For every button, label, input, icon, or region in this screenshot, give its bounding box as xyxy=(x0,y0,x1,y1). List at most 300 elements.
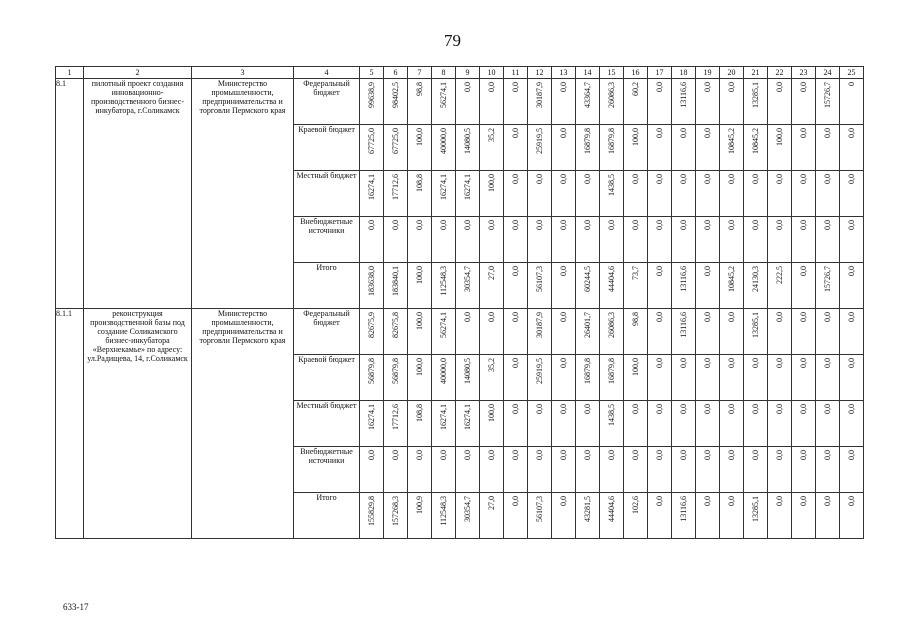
value-cell xyxy=(648,355,672,401)
funding-source: Внебюджетные источники xyxy=(294,217,360,263)
value-cell xyxy=(504,447,528,493)
column-number: 14 xyxy=(576,67,600,79)
value-cell xyxy=(480,401,504,447)
value-cell xyxy=(360,171,384,217)
value-cell xyxy=(480,171,504,217)
item-code: 8.1 xyxy=(56,79,84,309)
value-text: 0,0 xyxy=(559,82,568,92)
value-text: 43281,5 xyxy=(583,496,592,522)
value-text: 13285,1 xyxy=(751,312,760,338)
value-cell xyxy=(528,309,552,355)
value-text: 0,0 xyxy=(367,220,376,230)
value-cell xyxy=(480,447,504,493)
value-text: 0,0 xyxy=(823,358,832,368)
value-cell xyxy=(696,263,720,309)
column-number: 4 xyxy=(294,67,360,79)
value-text: 98,8 xyxy=(415,82,424,96)
value-cell xyxy=(816,171,840,217)
value-cell xyxy=(816,355,840,401)
value-text: 0,0 xyxy=(487,220,496,230)
value-text: 0,0 xyxy=(583,174,592,184)
value-cell xyxy=(480,355,504,401)
value-cell xyxy=(672,171,696,217)
value-text: 0,0 xyxy=(727,174,736,184)
value-text: 0,0 xyxy=(679,174,688,184)
value-cell xyxy=(744,309,768,355)
value-text: 0,0 xyxy=(775,404,784,414)
value-text: 44404,6 xyxy=(607,266,616,292)
value-text: 0,0 xyxy=(391,220,400,230)
column-number: 1 xyxy=(56,67,84,79)
value-cell xyxy=(744,79,768,125)
value-cell xyxy=(768,171,792,217)
value-text: 100,0 xyxy=(487,404,496,422)
value-text: 0,0 xyxy=(799,174,808,184)
value-text: 0,0 xyxy=(847,312,856,322)
value-text: 0,0 xyxy=(535,174,544,184)
value-text: 0,0 xyxy=(823,128,832,138)
value-text: 102,6 xyxy=(631,496,640,514)
value-text: 0,0 xyxy=(439,220,448,230)
column-number: 22 xyxy=(768,67,792,79)
value-cell xyxy=(360,309,384,355)
value-text: 0,0 xyxy=(703,404,712,414)
value-cell xyxy=(840,217,864,263)
value-text: 0,0 xyxy=(703,128,712,138)
value-text: 56879,8 xyxy=(367,358,376,384)
value-text: 0,0 xyxy=(847,496,856,506)
value-cell xyxy=(744,125,768,171)
value-text: 13116,6 xyxy=(679,82,688,108)
value-text: 108,8 xyxy=(415,174,424,192)
value-cell xyxy=(600,263,624,309)
value-cell xyxy=(432,125,456,171)
value-text: 0,0 xyxy=(559,266,568,276)
value-cell xyxy=(408,401,432,447)
value-text: 0,0 xyxy=(391,450,400,460)
value-text: 0,0 xyxy=(727,450,736,460)
value-cell xyxy=(624,309,648,355)
value-cell xyxy=(792,355,816,401)
value-text: 183840,1 xyxy=(391,266,400,296)
value-text: 13116,6 xyxy=(679,266,688,292)
value-text: 15726,7 xyxy=(823,82,832,108)
value-cell xyxy=(672,309,696,355)
value-text: 0,0 xyxy=(463,450,472,460)
value-cell xyxy=(648,263,672,309)
item-executor: Министерство промышленности, предпринимательства и торговли Пермского края xyxy=(192,309,294,539)
value-cell xyxy=(456,79,480,125)
value-cell xyxy=(624,217,648,263)
value-cell xyxy=(648,79,672,125)
value-cell xyxy=(504,263,528,309)
value-text: 56274,1 xyxy=(439,312,448,338)
value-cell xyxy=(408,355,432,401)
value-text: 0,0 xyxy=(799,358,808,368)
value-cell xyxy=(672,263,696,309)
value-cell xyxy=(696,125,720,171)
value-cell xyxy=(792,263,816,309)
value-text: 0,0 xyxy=(511,312,520,322)
value-text: 0,0 xyxy=(703,174,712,184)
value-cell xyxy=(816,447,840,493)
value-cell xyxy=(744,171,768,217)
value-cell xyxy=(696,355,720,401)
value-text: 0,0 xyxy=(631,220,640,230)
value-cell xyxy=(360,355,384,401)
value-text: 98,8 xyxy=(631,312,640,326)
value-cell xyxy=(624,171,648,217)
value-text: 10845,2 xyxy=(751,128,760,154)
value-text: 100,0 xyxy=(631,128,640,146)
value-cell xyxy=(360,79,384,125)
value-text: 0,0 xyxy=(655,82,664,92)
column-number: 23 xyxy=(792,67,816,79)
column-number: 20 xyxy=(720,67,744,79)
value-cell xyxy=(600,309,624,355)
value-text: 0,0 xyxy=(559,220,568,230)
value-cell xyxy=(696,171,720,217)
value-text: 0,0 xyxy=(559,174,568,184)
value-cell xyxy=(600,79,624,125)
value-cell xyxy=(528,355,552,401)
value-text: 10845,2 xyxy=(727,266,736,292)
value-text: 112548,3 xyxy=(439,496,448,526)
value-cell xyxy=(696,493,720,539)
value-text: 0,0 xyxy=(847,266,856,276)
table-row xyxy=(56,79,864,125)
value-cell xyxy=(408,217,432,263)
value-cell xyxy=(384,493,408,539)
value-text: 0,0 xyxy=(799,404,808,414)
value-cell xyxy=(552,171,576,217)
value-text: 16274,1 xyxy=(439,174,448,200)
column-number: 24 xyxy=(816,67,840,79)
value-text: 24130,3 xyxy=(751,266,760,292)
value-cell xyxy=(816,309,840,355)
value-cell xyxy=(360,217,384,263)
value-text: 99638,9 xyxy=(367,82,376,108)
value-cell xyxy=(528,493,552,539)
value-cell xyxy=(552,309,576,355)
value-cell xyxy=(600,171,624,217)
value-text: 0,0 xyxy=(487,450,496,460)
funding-source: Внебюджетные источники xyxy=(294,447,360,493)
value-cell xyxy=(816,125,840,171)
value-cell xyxy=(408,447,432,493)
value-text: 0,0 xyxy=(415,450,424,460)
value-cell xyxy=(792,493,816,539)
value-cell xyxy=(552,447,576,493)
value-text: 56107,3 xyxy=(535,266,544,292)
value-text: 0,0 xyxy=(583,450,592,460)
column-number: 8 xyxy=(432,67,456,79)
value-cell xyxy=(816,263,840,309)
value-cell xyxy=(768,217,792,263)
value-cell xyxy=(384,447,408,493)
value-cell xyxy=(408,493,432,539)
value-cell xyxy=(792,171,816,217)
value-cell xyxy=(480,79,504,125)
value-text: 0,0 xyxy=(823,404,832,414)
value-cell xyxy=(504,125,528,171)
value-cell xyxy=(504,217,528,263)
value-cell xyxy=(720,355,744,401)
value-cell xyxy=(696,79,720,125)
value-text: 0,0 xyxy=(511,82,520,92)
value-cell xyxy=(672,217,696,263)
column-number: 15 xyxy=(600,67,624,79)
item-executor: Министерство промышленности, предпринимательства и торговли Пермского края xyxy=(192,79,294,309)
funding-source: Местный бюджет xyxy=(294,401,360,447)
value-text: 0,0 xyxy=(751,450,760,460)
value-text: 26086,3 xyxy=(607,312,616,338)
value-cell xyxy=(384,171,408,217)
value-text: 0,0 xyxy=(511,220,520,230)
value-cell xyxy=(408,263,432,309)
value-text: 0,0 xyxy=(463,312,472,322)
value-cell xyxy=(576,171,600,217)
value-text: 0,0 xyxy=(703,312,712,322)
value-text: 0,0 xyxy=(511,266,520,276)
value-text: 26401,7 xyxy=(583,312,592,338)
value-cell xyxy=(624,401,648,447)
value-cell xyxy=(576,447,600,493)
column-number: 18 xyxy=(672,67,696,79)
value-cell xyxy=(768,493,792,539)
value-cell xyxy=(840,493,864,539)
value-text: 0,0 xyxy=(511,404,520,414)
funding-source: Краевой бюджет xyxy=(294,355,360,401)
value-text: 40000,0 xyxy=(439,128,448,154)
value-cell xyxy=(816,79,840,125)
column-number: 5 xyxy=(360,67,384,79)
value-cell xyxy=(792,401,816,447)
value-cell xyxy=(624,493,648,539)
value-text: 44404,6 xyxy=(607,496,616,522)
value-text: 0,0 xyxy=(727,358,736,368)
value-cell xyxy=(648,493,672,539)
value-text: 17712,6 xyxy=(391,174,400,200)
item-name: пилотный проект создания инновационно-производственного бизнес-инкубатора, г.Соликамск xyxy=(84,79,192,309)
value-text: 0,0 xyxy=(535,220,544,230)
value-text: 0,0 xyxy=(511,174,520,184)
value-cell xyxy=(504,79,528,125)
funding-source: Итого xyxy=(294,493,360,539)
footer-code: 633-17 xyxy=(63,602,89,612)
value-text: 16274,1 xyxy=(367,174,376,200)
value-text: 35,2 xyxy=(487,128,496,142)
value-text: 0 xyxy=(847,82,856,86)
value-text: 0,0 xyxy=(655,266,664,276)
value-text: 0,0 xyxy=(727,82,736,92)
value-cell xyxy=(840,79,864,125)
value-text: 222,5 xyxy=(775,266,784,284)
value-cell xyxy=(648,125,672,171)
value-text: 0,0 xyxy=(775,450,784,460)
value-text: 0,0 xyxy=(463,82,472,92)
value-cell xyxy=(480,493,504,539)
value-text: 100,0 xyxy=(487,174,496,192)
value-cell xyxy=(432,447,456,493)
page-number: 79 xyxy=(444,31,461,50)
value-cell xyxy=(720,309,744,355)
value-text: 16879,8 xyxy=(583,358,592,384)
value-cell xyxy=(408,309,432,355)
value-text: 14080,5 xyxy=(463,358,472,384)
value-cell xyxy=(768,125,792,171)
value-cell xyxy=(720,171,744,217)
value-cell xyxy=(792,125,816,171)
value-cell xyxy=(792,309,816,355)
value-text: 16879,8 xyxy=(607,128,616,154)
value-cell xyxy=(552,401,576,447)
value-cell xyxy=(504,309,528,355)
value-text: 27,0 xyxy=(487,266,496,280)
value-cell xyxy=(480,309,504,355)
value-text: 0,0 xyxy=(727,312,736,322)
value-text: 0,0 xyxy=(703,266,712,276)
column-number: 3 xyxy=(192,67,294,79)
value-text: 0,0 xyxy=(847,128,856,138)
value-text: 100,9 xyxy=(415,496,424,514)
value-text: 0,0 xyxy=(847,450,856,460)
value-text: 100,0 xyxy=(415,128,424,146)
value-text: 100,0 xyxy=(415,358,424,376)
value-text: 0,0 xyxy=(799,128,808,138)
value-cell xyxy=(840,309,864,355)
value-cell xyxy=(840,125,864,171)
value-text: 0,0 xyxy=(799,450,808,460)
value-text: 0,0 xyxy=(559,358,568,368)
value-cell xyxy=(792,447,816,493)
value-cell xyxy=(528,217,552,263)
value-text: 0,0 xyxy=(727,404,736,414)
value-cell xyxy=(528,263,552,309)
value-text: 0,0 xyxy=(559,496,568,506)
value-text: 100,0 xyxy=(775,128,784,146)
value-text: 0,0 xyxy=(703,496,712,506)
value-cell xyxy=(648,401,672,447)
value-text: 0,0 xyxy=(607,450,616,460)
value-text: 0,0 xyxy=(799,496,808,506)
value-text: 0,0 xyxy=(511,450,520,460)
value-cell xyxy=(816,493,840,539)
value-text: 0,0 xyxy=(439,450,448,460)
value-cell xyxy=(456,401,480,447)
value-text: 0,0 xyxy=(559,404,568,414)
column-number: 17 xyxy=(648,67,672,79)
value-text: 1438,5 xyxy=(607,174,616,196)
column-number: 10 xyxy=(480,67,504,79)
value-text: 10845,2 xyxy=(727,128,736,154)
value-text: 0,0 xyxy=(631,174,640,184)
value-cell xyxy=(576,263,600,309)
value-cell xyxy=(672,447,696,493)
value-text: 0,0 xyxy=(655,358,664,368)
value-text: 0,0 xyxy=(751,404,760,414)
value-text: 14080,5 xyxy=(463,128,472,154)
value-cell xyxy=(648,447,672,493)
value-text: 0,0 xyxy=(847,220,856,230)
value-cell xyxy=(720,493,744,539)
value-cell xyxy=(720,125,744,171)
value-cell xyxy=(600,447,624,493)
value-cell xyxy=(624,263,648,309)
value-cell xyxy=(432,401,456,447)
funding-source: Федеральный бюджет xyxy=(294,79,360,125)
value-cell xyxy=(360,401,384,447)
value-cell xyxy=(504,401,528,447)
value-text: 0,0 xyxy=(559,312,568,322)
value-cell xyxy=(840,401,864,447)
value-cell xyxy=(456,355,480,401)
value-cell xyxy=(576,309,600,355)
value-text: 0,0 xyxy=(703,358,712,368)
value-text: 30187,9 xyxy=(535,82,544,108)
value-text: 0,0 xyxy=(679,358,688,368)
value-cell xyxy=(768,355,792,401)
value-text: 0,0 xyxy=(607,220,616,230)
value-cell xyxy=(528,171,552,217)
value-text: 13116,6 xyxy=(679,496,688,522)
value-cell xyxy=(552,493,576,539)
value-text: 0,0 xyxy=(775,220,784,230)
budget-table xyxy=(55,66,864,539)
value-cell xyxy=(600,401,624,447)
value-text: 0,0 xyxy=(655,128,664,138)
column-number: 2 xyxy=(84,67,192,79)
value-text: 0,0 xyxy=(847,358,856,368)
value-text: 0,0 xyxy=(679,450,688,460)
value-cell xyxy=(816,217,840,263)
funding-source: Федеральный бюджет xyxy=(294,309,360,355)
value-cell xyxy=(624,79,648,125)
value-text: 0,0 xyxy=(703,220,712,230)
column-number: 12 xyxy=(528,67,552,79)
value-cell xyxy=(384,125,408,171)
value-cell xyxy=(552,79,576,125)
value-text: 100,0 xyxy=(631,358,640,376)
column-number: 25 xyxy=(840,67,864,79)
value-cell xyxy=(672,125,696,171)
value-cell xyxy=(672,355,696,401)
value-text: 1438,5 xyxy=(607,404,616,426)
value-cell xyxy=(480,217,504,263)
value-cell xyxy=(696,309,720,355)
value-cell xyxy=(792,217,816,263)
value-cell xyxy=(768,447,792,493)
value-text: 0,0 xyxy=(655,174,664,184)
value-text: 0,0 xyxy=(799,312,808,322)
value-text: 183638,0 xyxy=(367,266,376,296)
value-cell xyxy=(432,171,456,217)
value-cell xyxy=(504,493,528,539)
value-cell xyxy=(768,79,792,125)
value-cell xyxy=(408,125,432,171)
value-text: 0,0 xyxy=(535,404,544,414)
value-cell xyxy=(744,447,768,493)
value-text: 56879,8 xyxy=(391,358,400,384)
value-cell xyxy=(360,493,384,539)
value-cell xyxy=(384,263,408,309)
value-cell xyxy=(432,79,456,125)
value-cell xyxy=(528,125,552,171)
value-text: 0,0 xyxy=(463,220,472,230)
value-cell xyxy=(528,79,552,125)
value-cell xyxy=(384,355,408,401)
value-cell xyxy=(720,263,744,309)
